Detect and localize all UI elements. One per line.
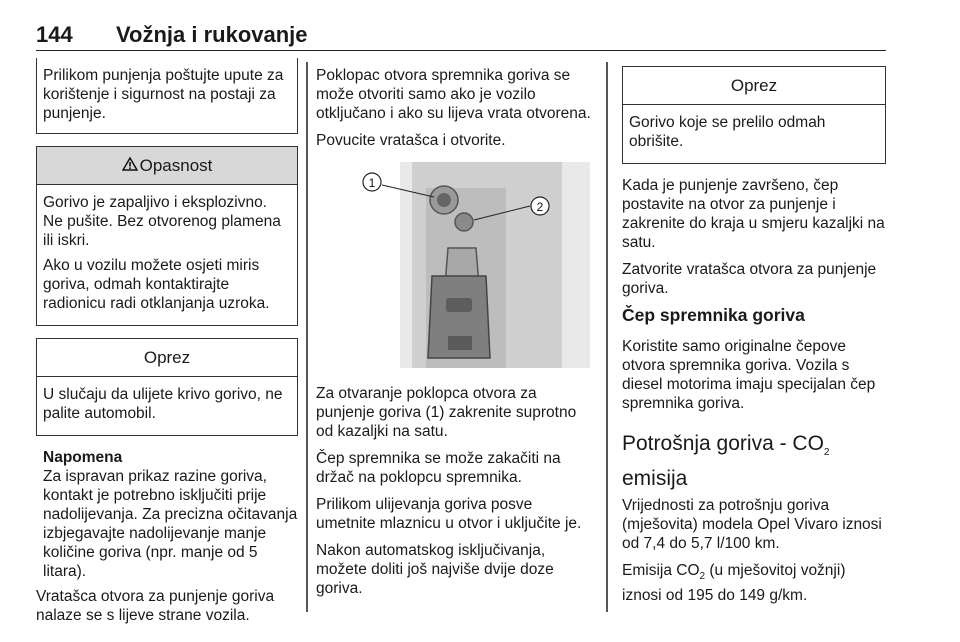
danger-box-title [37, 147, 297, 185]
column-divider-right [606, 62, 608, 612]
paragraph-lid-open: Poklopac otvora spremnika goriva se može otvoriti samo ako je vozilo otključano i ako su lijeva vrata otvorena. [316, 67, 591, 122]
paragraph-pull-door: Povucite vratašca i otvorite. [316, 132, 506, 149]
heading-emission-text: emisija [622, 467, 688, 491]
paragraph-close-cap: Kada je punjenje završeno, čep postavite na otvor za punjenje i zakrenite do kraja u smjeru kazaljki na satu. [622, 177, 885, 251]
column-1 [36, 58, 298, 633]
paragraph-insert-nozzle: Prilikom ulijevanja goriva posve umetnite mlaznicu u otvor i uključite je. [316, 496, 582, 532]
paragraph-original-caps: Koristite samo originalne čepove otvora spremnika goriva. Vozila s diesel motorima imaju specijalan čep spremnika goriva. [622, 338, 876, 412]
caution-box-fuel [36, 338, 298, 436]
co2-text: Emisija CO [622, 562, 700, 580]
danger-title-text: Opasnost [139, 156, 213, 175]
co2-values-text: (u mješovitoj vožnji) iznosi od 195 do 149 g/km. [622, 562, 846, 605]
danger-box [36, 146, 298, 326]
paragraph-auto-shutoff: Nakon automatskog isključivanja, možete doliti još najviše dvije doze goriva. [316, 542, 554, 597]
caution-box-spill [622, 66, 886, 164]
heading-fuel-cap: Čep spremnika goriva [622, 305, 805, 325]
callout-1-label: 1 [368, 176, 376, 190]
column-3 [622, 66, 886, 613]
paragraph-consumption-values: Vrijednosti za potrošnju goriva (mješovita) modela Opel Vivaro iznosi od 7,4 do 5,7 l/100 km. [622, 497, 882, 553]
fuel-filler-illustration [316, 158, 592, 372]
heading-consumption-text: Potrošnja goriva - CO [622, 432, 824, 455]
column-divider-left [306, 62, 308, 612]
danger-paragraph-2: Ako u vozilu možete osjeti miris goriva, odmah kontaktirajte radionicu radi otklanjanja uzroka. [43, 257, 270, 312]
paragraph-close-door: Zatvorite vratašca otvora za punjenje goriva. [622, 261, 877, 297]
column-2 [316, 66, 592, 606]
paragraph-co2-emission [622, 561, 886, 605]
chapter-title: Vožnja i rukovanje [116, 22, 308, 47]
page-header [36, 22, 886, 51]
intro-box-text: Prilikom punjenja poštujte upute za korištenje i sigurnost na postaji za punjenje. [43, 67, 284, 122]
note-title: Napomena [43, 449, 123, 466]
page-number: 144 [36, 22, 73, 47]
co2-subscript: 2 [699, 571, 706, 583]
caution-box-title: Oprez [37, 339, 297, 377]
fuel-door-location-text: Vratašca otvora za punjenje goriva nalaze se s lijeve strane vozila. [36, 588, 275, 624]
heading-fuel-consumption [622, 431, 886, 492]
warning-triangle-icon [122, 156, 138, 175]
intro-box [36, 58, 298, 134]
note-block [36, 448, 298, 581]
heading-co2-subscript: 2 [823, 447, 830, 459]
danger-paragraph-1: Gorivo je zapaljivo i eksplozivno. Ne pušite. Bez otvorenog plamena ili iskri. [43, 194, 281, 249]
paragraph-open-cap: Za otvaranje poklopca otvora za punjenje goriva (1) zakrenite suprotno od kazaljki na satu. [316, 385, 577, 440]
paragraph-cap-holder: Čep spremnika se može zakačiti na držač na poklopcu spremnika. [316, 450, 561, 486]
caution-box-spill-title: Oprez [623, 67, 885, 105]
note-text: Za ispravan prikaz razine goriva, kontakt je potrebno isključiti prije nadolijevanja. Za precizna očitavanja izbjegavajte nadolijevanje manje količine goriva (npr. manje od 5 litara). [43, 468, 298, 580]
caution-text: U slučaju da ulijete krivo gorivo, ne palite automobil. [43, 386, 283, 422]
caution-spill-text: Gorivo koje se prelilo odmah obrišite. [629, 114, 826, 150]
callout-2-label: 2 [536, 200, 544, 214]
